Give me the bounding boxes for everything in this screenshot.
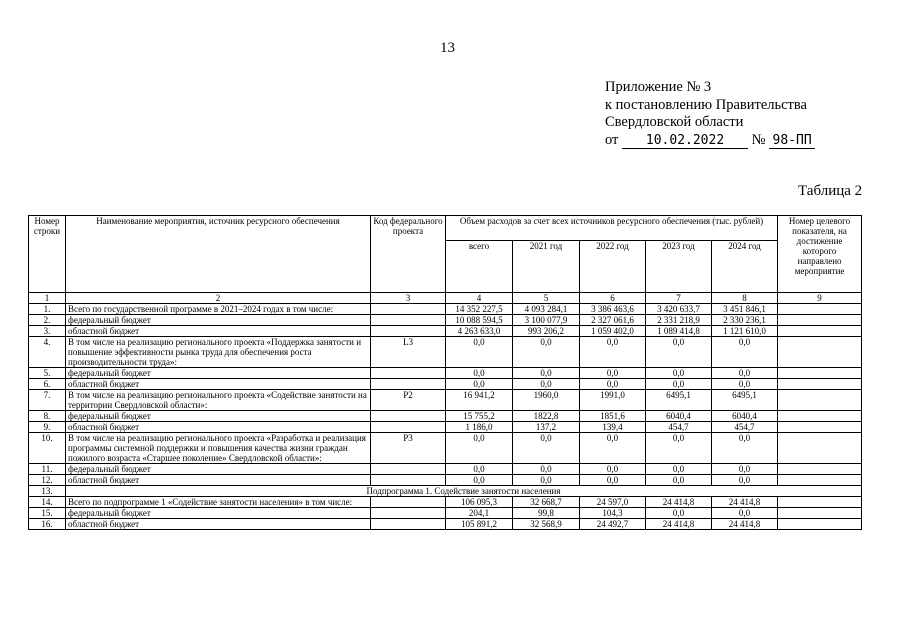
row-name-cell: В том числе на реализацию регионального проекта «Поддержка занятости и повышение эффективности рынка труда для обеспечения роста производительности труда»: [66, 337, 371, 368]
subprogram-title: Подпрограмма 1. Содействие занятости населения [66, 486, 862, 497]
total-cell: 16 941,2 [446, 390, 513, 411]
y2021-cell: 1822,8 [513, 411, 580, 422]
target-cell [778, 497, 862, 508]
y2021-cell: 4 093 284,1 [513, 304, 580, 315]
target-cell [778, 433, 862, 464]
y2023-cell: 0,0 [646, 475, 712, 486]
table-row [29, 304, 862, 315]
y2021-cell: 32 668,7 [513, 497, 580, 508]
target-cell [778, 315, 862, 326]
y2022-cell: 0,0 [580, 433, 646, 464]
y2022-cell: 1991,0 [580, 390, 646, 411]
row-number-cell: 10. [29, 433, 66, 464]
y2022-cell: 24 492,7 [580, 519, 646, 530]
table-label: Таблица 2 [798, 183, 863, 199]
row-number-cell: 2. [29, 315, 66, 326]
table-row [29, 433, 862, 464]
y2022-cell: 139,4 [580, 422, 646, 433]
row-code-cell: P3 [371, 433, 446, 464]
table-row [29, 390, 862, 411]
row-name-cell: федеральный бюджет [66, 464, 371, 475]
appendix-signature-line [605, 132, 815, 150]
y2023-cell: 454,7 [646, 422, 712, 433]
row-code-cell [371, 422, 446, 433]
row-name-cell: В том числе на реализацию регионального проекта «Содействие занятости на территории Свердловской области»: [66, 390, 371, 411]
header-2022: 2022 год [580, 241, 646, 293]
y2022-cell: 104,3 [580, 508, 646, 519]
y2021-cell: 32 568,9 [513, 519, 580, 530]
table-row [29, 508, 862, 519]
appendix-line-2: к постановлению Правительства [605, 96, 807, 113]
y2024-cell: 0,0 [712, 508, 778, 519]
y2024-cell: 3 451 846,1 [712, 304, 778, 315]
y2022-cell: 0,0 [580, 464, 646, 475]
y2022-cell: 0,0 [580, 379, 646, 390]
row-code-cell: P2 [371, 390, 446, 411]
y2022-cell: 1851,6 [580, 411, 646, 422]
y2021-cell: 1960,0 [513, 390, 580, 411]
y2021-cell: 3 100 077,9 [513, 315, 580, 326]
row-number-cell: 9. [29, 422, 66, 433]
row-name-cell: федеральный бюджет [66, 368, 371, 379]
total-cell: 0,0 [446, 464, 513, 475]
y2023-cell: 2 331 218,9 [646, 315, 712, 326]
target-cell [778, 326, 862, 337]
target-cell [778, 337, 862, 368]
index-cell: 2 [66, 293, 371, 304]
appendix-block [605, 79, 815, 149]
index-cell: 9 [778, 293, 862, 304]
row-name-cell: В том числе на реализацию регионального проекта «Разработка и реализация программы системной поддержки и повышения качества жизни граждан пожилого возраста «Старшее поколение» Свердловской области»: [66, 433, 371, 464]
appendix-title: Приложение № 3 [605, 79, 712, 95]
y2024-cell: 24 414,8 [712, 519, 778, 530]
header-2021: 2021 год [513, 241, 580, 293]
header-row-number: Номер строки [29, 216, 66, 293]
target-cell [778, 379, 862, 390]
row-number-cell: 3. [29, 326, 66, 337]
index-cell: 4 [446, 293, 513, 304]
appendix-line-3: Свердловской области [605, 114, 744, 130]
target-cell [778, 519, 862, 530]
target-cell [778, 508, 862, 519]
target-cell [778, 422, 862, 433]
table-row [29, 422, 862, 433]
column-index-row [29, 293, 862, 304]
row-number-cell: 11. [29, 464, 66, 475]
target-cell [778, 368, 862, 379]
y2023-cell: 0,0 [646, 368, 712, 379]
total-cell: 15 755,2 [446, 411, 513, 422]
table-row [29, 519, 862, 530]
y2023-cell: 1 089 414,8 [646, 326, 712, 337]
table-row [29, 315, 862, 326]
y2024-cell: 6040,4 [712, 411, 778, 422]
y2023-cell: 0,0 [646, 379, 712, 390]
row-name-cell: областной бюджет [66, 475, 371, 486]
y2022-cell: 3 386 463,6 [580, 304, 646, 315]
y2024-cell: 0,0 [712, 433, 778, 464]
row-number-cell: 15. [29, 508, 66, 519]
y2021-cell: 0,0 [513, 464, 580, 475]
y2021-cell: 0,0 [513, 337, 580, 368]
index-cell: 5 [513, 293, 580, 304]
total-cell: 14 352 227,5 [446, 304, 513, 315]
y2022-cell: 0,0 [580, 368, 646, 379]
index-cell: 8 [712, 293, 778, 304]
target-cell [778, 411, 862, 422]
y2024-cell: 0,0 [712, 475, 778, 486]
y2021-cell: 0,0 [513, 368, 580, 379]
y2022-cell: 0,0 [580, 475, 646, 486]
index-cell: 7 [646, 293, 712, 304]
target-cell [778, 304, 862, 315]
index-cell: 3 [371, 293, 446, 304]
row-code-cell: L3 [371, 337, 446, 368]
table-row [29, 464, 862, 475]
total-cell: 0,0 [446, 368, 513, 379]
y2024-cell: 24 414,8 [712, 497, 778, 508]
decree-number: 98-ПП [769, 134, 815, 149]
row-name-cell: областной бюджет [66, 422, 371, 433]
row-name-cell: областной бюджет [66, 379, 371, 390]
y2023-cell: 6040,4 [646, 411, 712, 422]
row-name-cell: федеральный бюджет [66, 508, 371, 519]
row-number-cell: 13. [29, 486, 66, 497]
target-cell [778, 390, 862, 411]
header-2024: 2024 год [712, 241, 778, 293]
row-code-cell [371, 411, 446, 422]
y2023-cell: 0,0 [646, 433, 712, 464]
table-row [29, 497, 862, 508]
page-number: 13 [440, 40, 455, 56]
y2021-cell: 0,0 [513, 433, 580, 464]
y2022-cell: 24 597,0 [580, 497, 646, 508]
index-cell: 6 [580, 293, 646, 304]
row-code-cell [371, 508, 446, 519]
header-total: всего [446, 241, 513, 293]
row-number-cell: 4. [29, 337, 66, 368]
y2024-cell: 0,0 [712, 379, 778, 390]
y2023-cell: 24 414,8 [646, 497, 712, 508]
table-row [29, 475, 862, 486]
row-name-cell: областной бюджет [66, 326, 371, 337]
y2024-cell: 2 330 236,1 [712, 315, 778, 326]
from-label: от [605, 131, 619, 148]
row-code-cell [371, 379, 446, 390]
table-row [29, 337, 862, 368]
y2021-cell: 99,8 [513, 508, 580, 519]
y2021-cell: 0,0 [513, 379, 580, 390]
table-row [29, 411, 862, 422]
table-row [29, 326, 862, 337]
row-code-cell [371, 475, 446, 486]
row-number-cell: 12. [29, 475, 66, 486]
row-code-cell [371, 368, 446, 379]
y2023-cell: 3 420 633,7 [646, 304, 712, 315]
y2024-cell: 0,0 [712, 464, 778, 475]
y2021-cell: 0,0 [513, 475, 580, 486]
row-number-cell: 14. [29, 497, 66, 508]
row-number-cell: 8. [29, 411, 66, 422]
total-cell: 204,1 [446, 508, 513, 519]
row-name-cell: областной бюджет [66, 519, 371, 530]
table-row [29, 379, 862, 390]
y2023-cell: 6495,1 [646, 390, 712, 411]
subprogram-row [29, 486, 862, 497]
total-cell: 0,0 [446, 379, 513, 390]
total-cell: 106 095,3 [446, 497, 513, 508]
header-target: Номер целевого показателя, на достижение которого направлено мероприятие [778, 216, 862, 293]
row-number-cell: 1. [29, 304, 66, 315]
decree-date: 10.02.2022 [622, 134, 748, 149]
header-name: Наименование мероприятия, источник ресурсного обеспечения [66, 216, 371, 293]
y2023-cell: 0,0 [646, 508, 712, 519]
total-cell: 1 186,0 [446, 422, 513, 433]
y2024-cell: 0,0 [712, 368, 778, 379]
row-code-cell [371, 315, 446, 326]
row-number-cell: 6. [29, 379, 66, 390]
y2023-cell: 0,0 [646, 464, 712, 475]
y2024-cell: 1 121 610,0 [712, 326, 778, 337]
y2023-cell: 0,0 [646, 337, 712, 368]
total-cell: 0,0 [446, 475, 513, 486]
row-code-cell [371, 464, 446, 475]
y2021-cell: 993 206,2 [513, 326, 580, 337]
table-row [29, 368, 862, 379]
total-cell: 10 088 594,5 [446, 315, 513, 326]
y2024-cell: 454,7 [712, 422, 778, 433]
y2022-cell: 2 327 061,6 [580, 315, 646, 326]
y2024-cell: 0,0 [712, 337, 778, 368]
total-cell: 105 891,2 [446, 519, 513, 530]
y2021-cell: 137,2 [513, 422, 580, 433]
target-cell [778, 475, 862, 486]
total-cell: 0,0 [446, 337, 513, 368]
number-label: № [751, 131, 766, 148]
total-cell: 4 263 633,0 [446, 326, 513, 337]
total-cell: 0,0 [446, 433, 513, 464]
row-name-cell: Всего по государственной программе в 2021–2024 годах в том числе: [66, 304, 371, 315]
row-name-cell: Всего по подпрограмме 1 «Содействие занятости населения» в том числе: [66, 497, 371, 508]
y2022-cell: 0,0 [580, 337, 646, 368]
row-name-cell: федеральный бюджет [66, 315, 371, 326]
y2024-cell: 6495,1 [712, 390, 778, 411]
header-2023: 2023 год [646, 241, 712, 293]
header-volume: Объем расходов за счет всех источников ресурсного обеспечения (тыс. рублей) [446, 216, 778, 241]
y2022-cell: 1 059 402,0 [580, 326, 646, 337]
index-cell: 1 [29, 293, 66, 304]
row-code-cell [371, 326, 446, 337]
budget-table [28, 215, 862, 530]
row-code-cell [371, 304, 446, 315]
target-cell [778, 464, 862, 475]
row-number-cell: 16. [29, 519, 66, 530]
row-number-cell: 5. [29, 368, 66, 379]
row-code-cell [371, 497, 446, 508]
row-number-cell: 7. [29, 390, 66, 411]
row-code-cell [371, 519, 446, 530]
row-name-cell: федеральный бюджет [66, 411, 371, 422]
y2023-cell: 24 414,8 [646, 519, 712, 530]
header-code: Код федерального проекта [371, 216, 446, 293]
header-row-1 [29, 216, 862, 241]
